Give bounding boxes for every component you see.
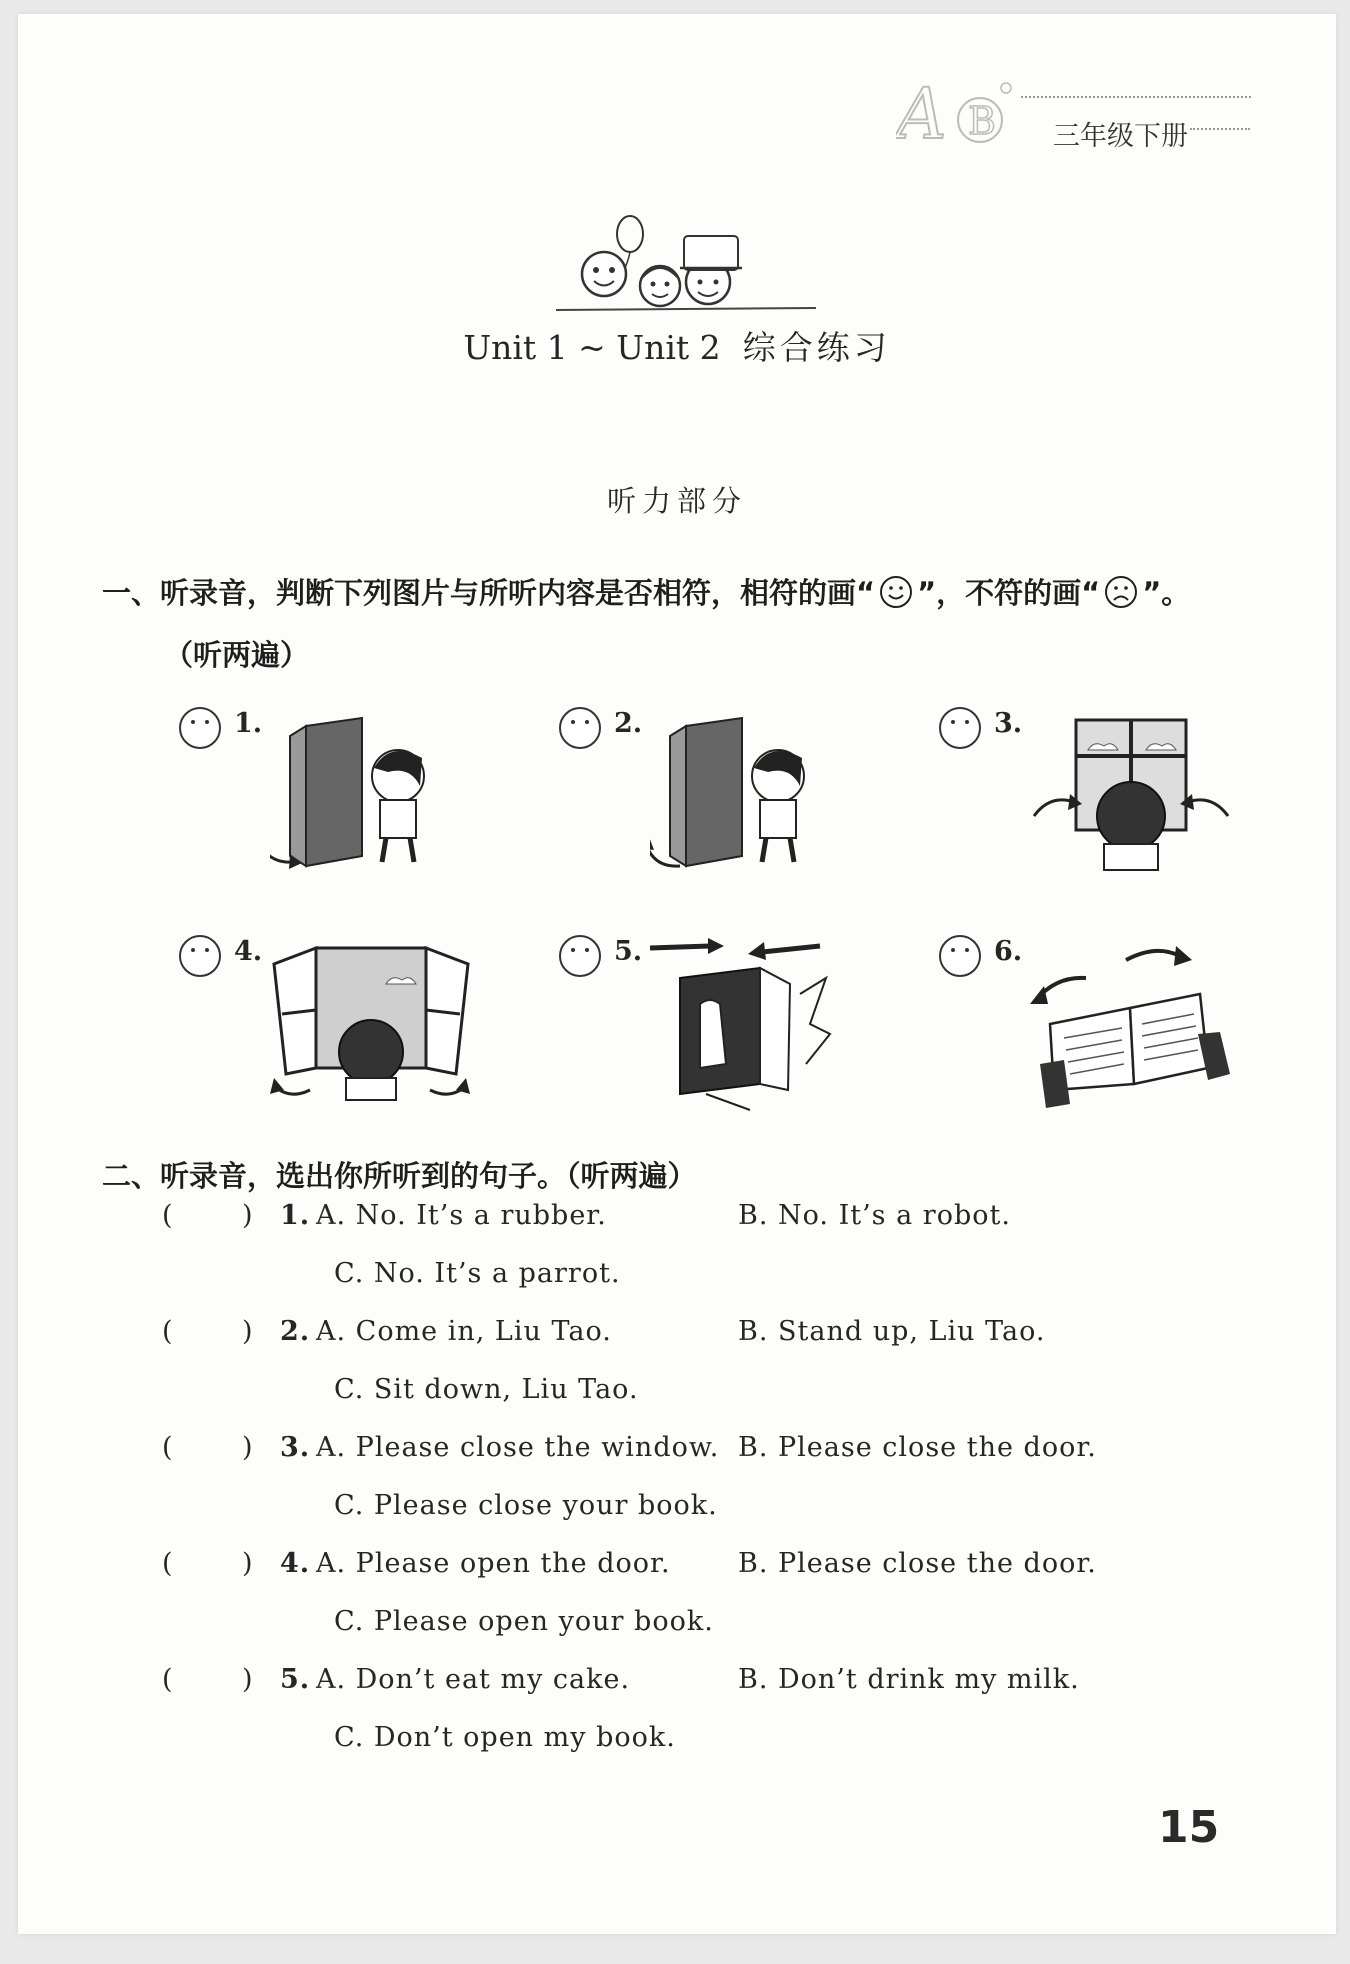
picture-item-2: [558, 706, 918, 896]
option-b: B. Please close the door.: [738, 1548, 1097, 1579]
close-book-icon: [650, 934, 860, 1114]
answer-circle-5[interactable]: [558, 934, 602, 978]
answer-blank-close[interactable]: ): [242, 1200, 254, 1231]
picture-number-1: 1.: [234, 708, 263, 739]
question-number: 4.: [280, 1548, 311, 1579]
option-a: A. Please close the window.: [316, 1432, 720, 1463]
option-b: B. No. It’s a robot.: [738, 1200, 1011, 1231]
option-c: C. Please open your book.: [334, 1606, 714, 1637]
section-title: 听力部分: [606, 484, 747, 518]
question-5-row-c: [18, 1722, 1336, 1780]
ab-logo-icon: [896, 72, 1026, 152]
question-3-row-c: [18, 1490, 1336, 1548]
answer-blank-open[interactable]: (: [162, 1316, 174, 1347]
option-a: A. Don’t eat my cake.: [316, 1664, 631, 1695]
workbook-page: [18, 14, 1336, 1934]
answer-blank-close[interactable]: ): [242, 1664, 254, 1695]
answer-circle-1[interactable]: [178, 706, 222, 750]
question-3: [18, 1432, 1336, 1490]
answer-circle-2[interactable]: [558, 706, 602, 750]
answer-blank-close[interactable]: ): [242, 1548, 254, 1579]
picture-number-4: 4.: [234, 936, 263, 967]
close-window-icon: [1030, 706, 1240, 881]
option-c: C. No. It’s a parrot.: [334, 1258, 621, 1289]
answer-blank-close[interactable]: ): [242, 1316, 254, 1347]
open-door-icon: [270, 706, 470, 881]
option-b: B. Don’t drink my milk.: [738, 1664, 1080, 1695]
part1-instruction-a: 一、听录音，判断下列图片与所听内容是否相符，相符的画“: [102, 576, 876, 610]
picture-item-1: [178, 706, 538, 896]
question-5: [18, 1664, 1336, 1722]
part2-instruction: 二、听录音，选出你所听到的句子。（听两遍）: [102, 1159, 697, 1193]
open-window-icon: [270, 934, 470, 1109]
answer-blank-open[interactable]: (: [162, 1432, 174, 1463]
part1-instruction: [102, 571, 1190, 612]
option-a: A. No. It’s a rubber.: [316, 1200, 607, 1231]
page-number: 15: [1158, 1802, 1220, 1853]
question-2-row-c: [18, 1374, 1336, 1432]
option-c: C. Please close your book.: [334, 1490, 718, 1521]
answer-blank-close[interactable]: ): [242, 1432, 254, 1463]
answer-circle-4[interactable]: [178, 934, 222, 978]
header-dotted-line: [1021, 96, 1251, 98]
question-4: [18, 1548, 1336, 1606]
part1-instruction-c: ”。: [1142, 576, 1191, 610]
open-book-icon: [1030, 934, 1240, 1114]
picture-item-4: [178, 934, 538, 1124]
option-c: C. Sit down, Liu Tao.: [334, 1374, 639, 1405]
title-units: Unit 1 ~ Unit 2: [463, 328, 721, 367]
question-number: 1.: [280, 1200, 311, 1231]
sad-face-icon: [1104, 575, 1138, 609]
picture-item-3: [938, 706, 1298, 896]
option-a: A. Come in, Liu Tao.: [316, 1316, 612, 1347]
part1-note: （听两遍）: [164, 638, 310, 672]
header-grade: 三年级下册: [1053, 121, 1188, 152]
option-b: B. Stand up, Liu Tao.: [738, 1316, 1046, 1347]
question-1: [18, 1200, 1336, 1258]
title-chinese: 综合练习: [742, 328, 891, 367]
answer-blank-open[interactable]: (: [162, 1664, 174, 1695]
svg-text:B: B: [968, 99, 996, 143]
option-b: B. Please close the door.: [738, 1432, 1097, 1463]
question-2: [18, 1316, 1336, 1374]
part1-instruction-b: ”，不符的画“: [917, 576, 1101, 610]
picture-number-2: 2.: [614, 708, 643, 739]
answer-blank-open[interactable]: (: [162, 1200, 174, 1231]
picture-number-6: 6.: [994, 936, 1023, 967]
picture-number-3: 3.: [994, 708, 1023, 739]
picture-item-6: [938, 934, 1298, 1124]
answer-circle-3[interactable]: [938, 706, 982, 750]
option-a: A. Please open the door.: [316, 1548, 671, 1579]
question-1-row-c: [18, 1258, 1336, 1316]
picture-item-5: [558, 934, 918, 1124]
header-dotted-line-2: [1190, 128, 1250, 130]
page-title: [18, 322, 1336, 369]
kids-illustration-icon: [556, 212, 816, 317]
answer-circle-6[interactable]: [938, 934, 982, 978]
answer-blank-open[interactable]: (: [162, 1548, 174, 1579]
smile-face-icon: [879, 575, 913, 609]
close-door-icon: [650, 706, 850, 881]
question-number: 5.: [280, 1664, 311, 1695]
question-4-row-c: [18, 1606, 1336, 1664]
question-number: 3.: [280, 1432, 311, 1463]
question-number: 2.: [280, 1316, 311, 1347]
svg-text:A: A: [896, 73, 947, 152]
picture-number-5: 5.: [614, 936, 643, 967]
option-c: C. Don’t open my book.: [334, 1722, 676, 1753]
